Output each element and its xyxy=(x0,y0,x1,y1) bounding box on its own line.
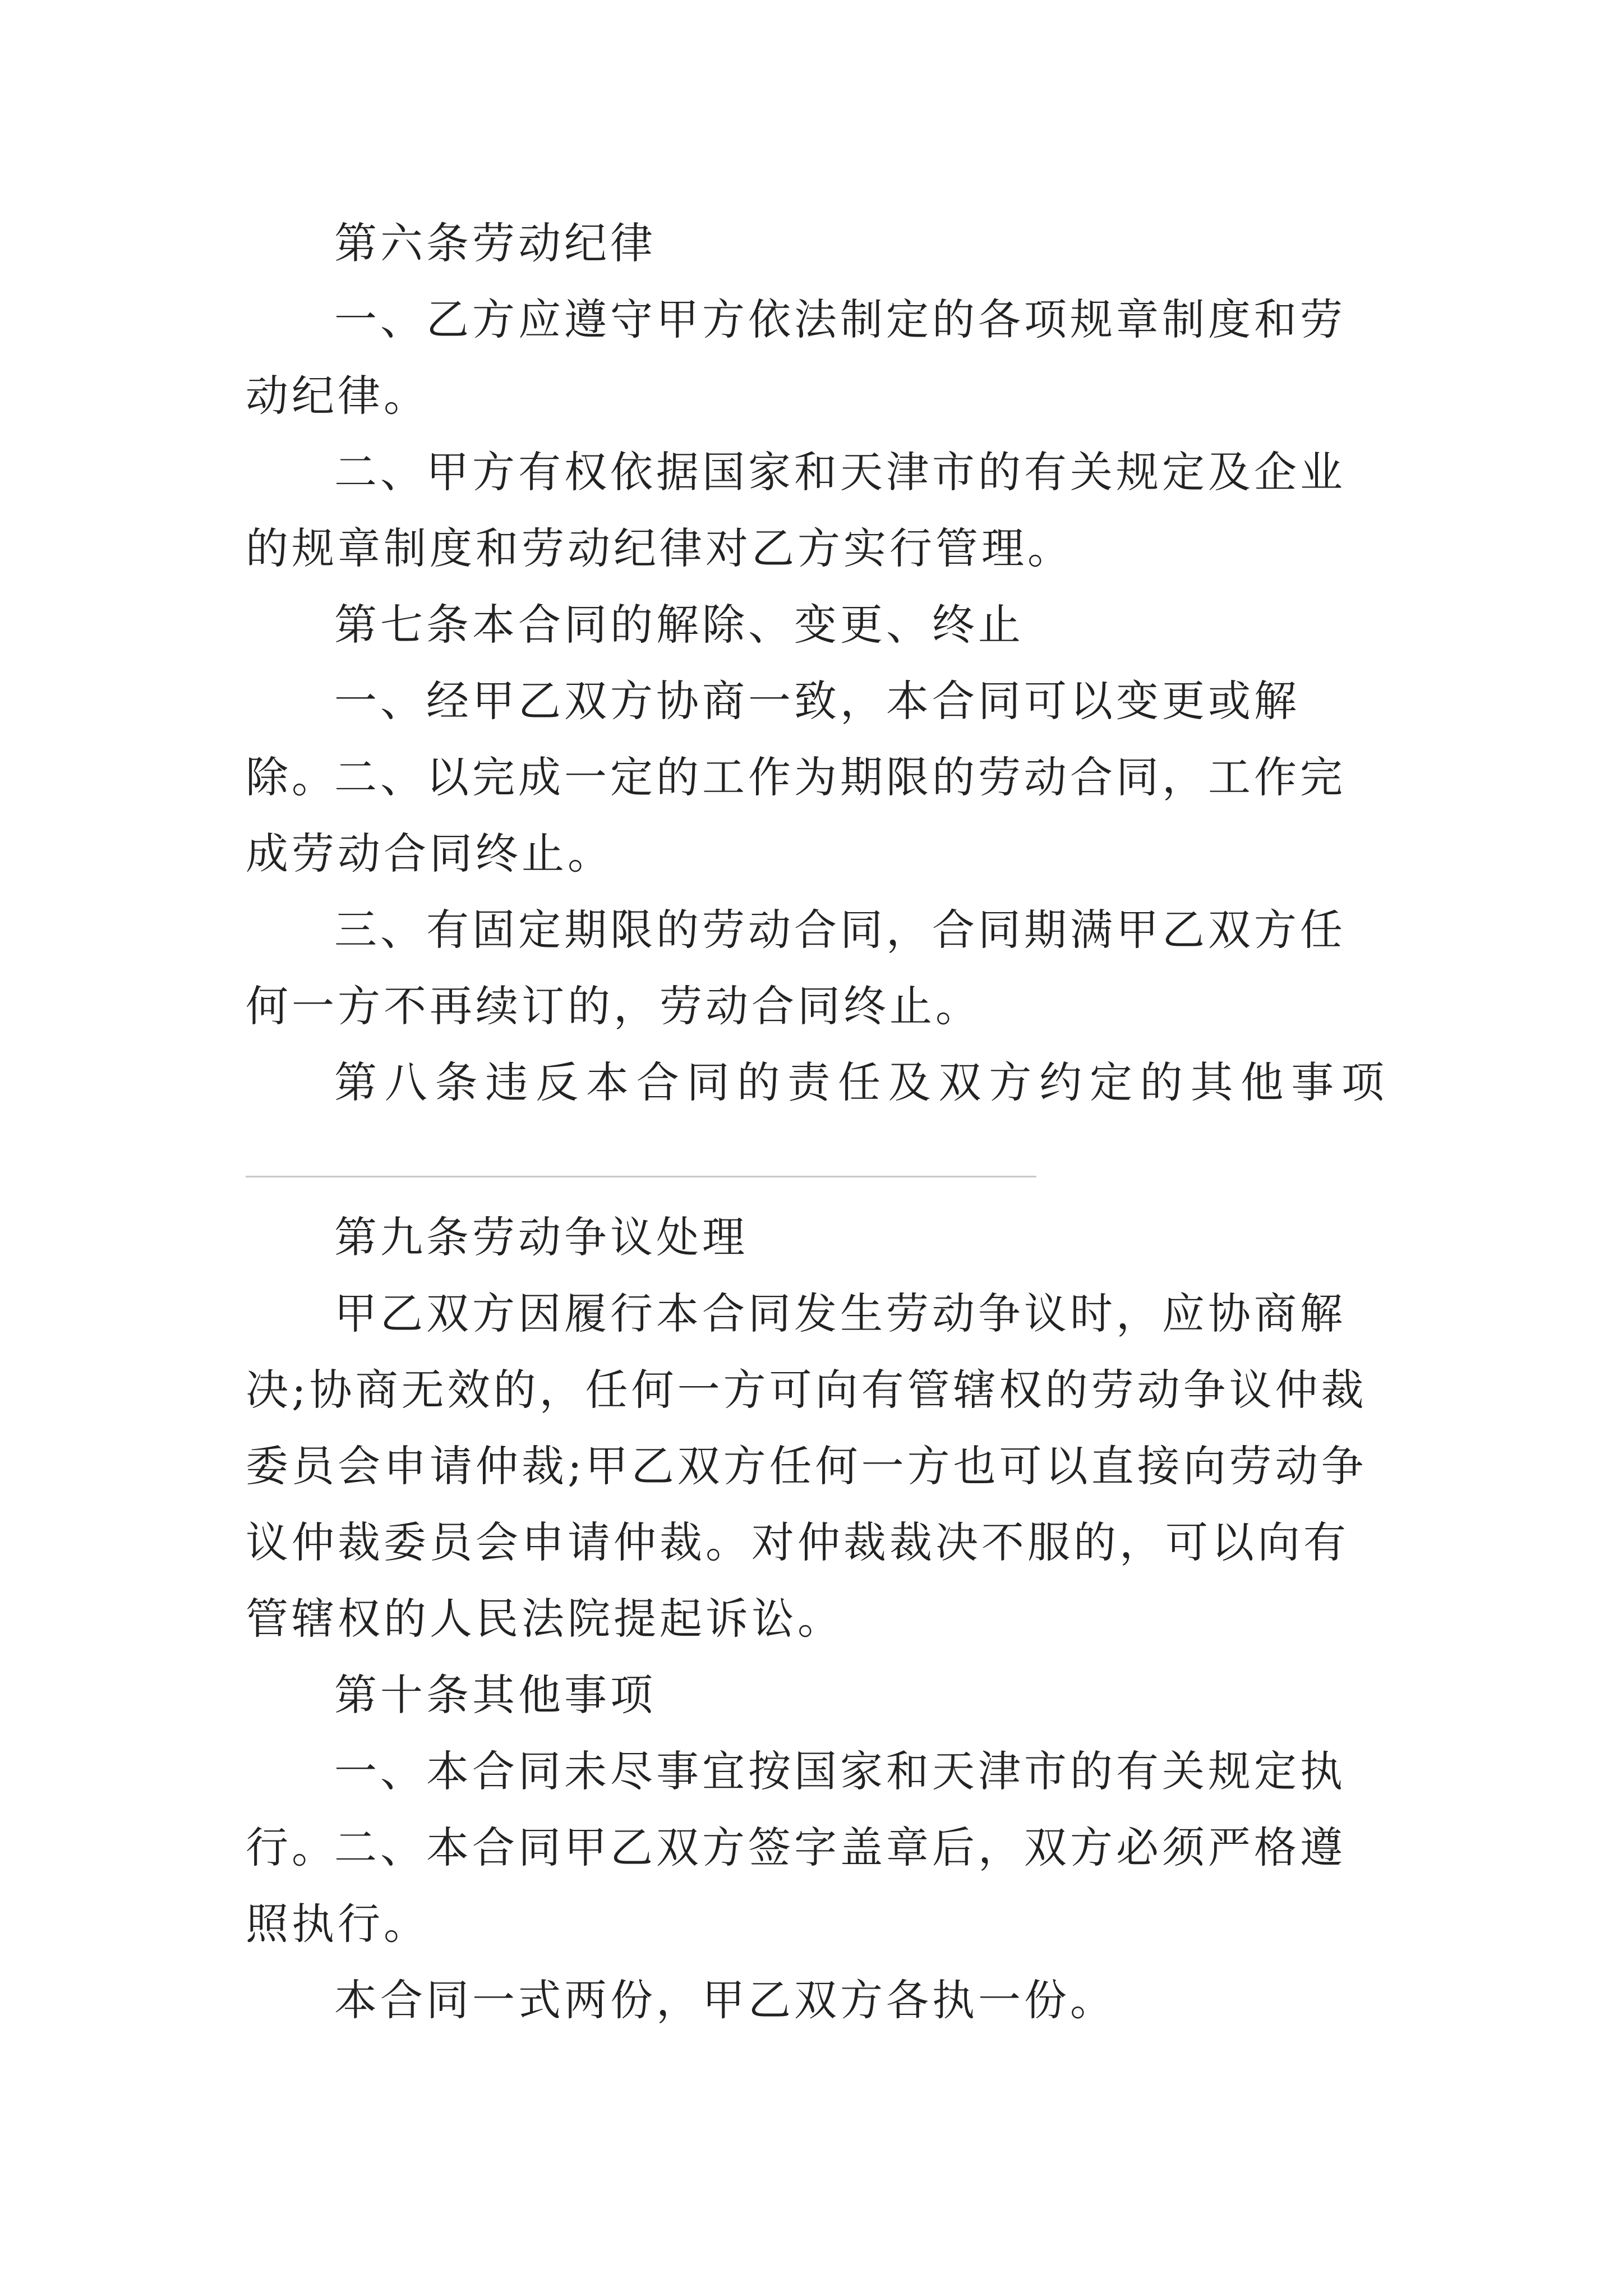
article-7-heading: 第七条本合同的解除、变更、终止 xyxy=(334,600,1024,650)
article-10-heading: 第十条其他事项 xyxy=(334,1670,656,1720)
article-6-heading: 第六条劳动纪律 xyxy=(334,218,656,268)
article-9-heading: 第九条劳动争议处理 xyxy=(334,1212,748,1262)
article-7-clause-3: 三、有固定期限的劳动合同，合同期满甲乙双方任何一方不再续订的，劳动合同终止。 xyxy=(246,905,1346,1031)
article-6-clause-2: 二、甲方有权依据国家和天津市的有关规定及企业的规章制度和劳动纪律对乙方实行管理。 xyxy=(246,447,1346,573)
section-divider xyxy=(246,1176,1036,1177)
article-10-clause-1: 一、本合同未尽事宜按国家和天津市的有关规定执行。 xyxy=(246,1746,1346,1872)
copies-statement: 本合同一式两份，甲乙双方各执一份。 xyxy=(334,1975,1116,2025)
article-7-clause-2: 二、以完成一定的工作为期限的劳动合同，工作完成劳动合同终止。 xyxy=(246,752,1346,878)
article-10-clause-2: 二、本合同甲乙双方签字盖章后，双方必须严格遵照执行。 xyxy=(246,1823,1346,1949)
article-8-heading: 第八条违反本合同的责任及双方约定的其他事项 xyxy=(334,1057,1390,1107)
article-6-clause-1: 一、乙方应遵守甲方依法制定的各项规章制度和劳动纪律。 xyxy=(246,295,1346,421)
article-9-body: 甲乙双方因履行本合同发生劳动争议时，应协商解决;协商无效的，任何一方可向有管辖权的劳动争议仲裁委员会申请仲裁;甲乙双方任何一方也可以直接向劳动争议仲裁委员会申请仲裁。对仲裁裁决不服的，可以向有管辖权的人民法院提起诉讼。 xyxy=(246,1289,1367,1644)
article-7-clause-1: 一、经甲乙双方协商一致，本合同可以变更或解除。 xyxy=(246,676,1300,802)
